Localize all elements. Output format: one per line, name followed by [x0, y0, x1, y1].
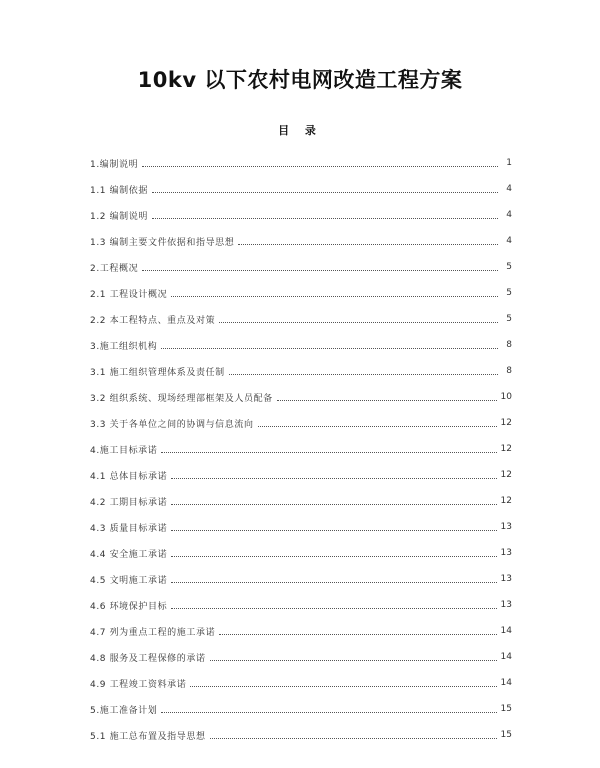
toc-entry[interactable] — [90, 696, 512, 722]
toc-leader-dots — [190, 685, 496, 687]
toc-entry[interactable] — [90, 644, 512, 670]
toc-leader-dots — [210, 737, 497, 739]
toc-entry-label: 1.2 编制说明 — [90, 211, 148, 222]
toc-leader-dots — [161, 347, 498, 349]
toc-leader-dots — [238, 243, 498, 245]
toc-entry[interactable] — [90, 228, 512, 254]
toc-entry[interactable] — [90, 462, 512, 488]
toc-entry[interactable] — [90, 254, 512, 280]
toc-leader-dots — [171, 503, 496, 505]
toc-entry-page: 15 — [500, 704, 512, 714]
toc-entry[interactable] — [90, 592, 512, 618]
document-title: 10kv 以下农村电网改造工程方案 — [137, 68, 463, 92]
toc-entry[interactable] — [90, 202, 512, 228]
toc-leader-dots — [161, 711, 496, 713]
toc-entry-label: 4.6 环境保护目标 — [90, 601, 168, 612]
toc-entry-page: 12 — [500, 496, 512, 506]
toc-entry[interactable] — [90, 176, 512, 202]
toc-entry[interactable] — [90, 540, 512, 566]
toc-entry-label: 2.2 本工程特点、重点及对策 — [90, 315, 216, 326]
toc-entry-page: 5 — [506, 288, 512, 298]
toc-entry-page: 14 — [500, 626, 512, 636]
toc-entry-page: 12 — [500, 470, 512, 480]
toc-leader-dots — [219, 633, 496, 635]
toc-entry-label: 3.2 组织系统、现场经理部框架及人员配备 — [90, 393, 273, 404]
toc-entry-label: 4.1 总体目标承诺 — [90, 471, 168, 482]
toc-entry[interactable] — [90, 150, 512, 176]
toc-entry[interactable] — [90, 488, 512, 514]
toc-entry-label: 2.1 工程设计概况 — [90, 289, 168, 300]
toc-entry-page: 1 — [506, 158, 512, 168]
toc-entry-page: 13 — [500, 600, 512, 610]
toc-entry-label: 4.7 列为重点工程的施工承诺 — [90, 627, 216, 638]
toc-entry-page: 8 — [506, 366, 512, 376]
toc-entry-label: 3.1 施工组织管理体系及责任制 — [90, 367, 225, 378]
toc-entry[interactable] — [90, 618, 512, 644]
toc-entry-label: 4.3 质量目标承诺 — [90, 523, 168, 534]
toc-entry-label: 3.3 关于各单位之间的协调与信息流向 — [90, 419, 254, 430]
toc-leader-dots — [277, 399, 497, 401]
toc-leader-dots — [171, 529, 496, 531]
toc-leader-dots — [171, 295, 498, 297]
toc-entry[interactable] — [90, 384, 512, 410]
toc-entry-page: 4 — [506, 184, 512, 194]
toc-entry[interactable] — [90, 670, 512, 696]
toc-leader-dots — [258, 425, 497, 427]
toc-leader-dots — [142, 269, 498, 271]
toc-entry-page: 12 — [500, 418, 512, 428]
toc-entry[interactable] — [90, 358, 512, 384]
toc-entry-label: 4.2 工期目标承诺 — [90, 497, 168, 508]
toc-leader-dots — [171, 581, 496, 583]
toc-entry-page: 13 — [500, 522, 512, 532]
toc-entry-label: 1.1 编制依据 — [90, 185, 148, 196]
toc-leader-dots — [161, 451, 496, 453]
toc-entry-label: 4.9 工程竣工资料承诺 — [90, 679, 187, 690]
toc-entry-page: 12 — [500, 444, 512, 454]
toc-leader-dots — [229, 373, 498, 375]
toc-entry-label: 4.5 文明施工承诺 — [90, 575, 168, 586]
toc-leader-dots — [171, 555, 496, 557]
toc-leader-dots — [152, 217, 498, 219]
toc-entry-page: 5 — [506, 314, 512, 324]
toc-entry-label: 2.工程概况 — [90, 263, 139, 274]
toc-entry-label: 3.施工组织机构 — [90, 341, 158, 352]
toc-entry-label: 4.施工目标承诺 — [90, 445, 158, 456]
toc-entry-label: 5.1 施工总布置及指导思想 — [90, 731, 206, 742]
toc-entry-page: 13 — [500, 548, 512, 558]
toc-entry-page: 14 — [500, 678, 512, 688]
toc-entry[interactable] — [90, 566, 512, 592]
toc-leader-dots — [219, 321, 498, 323]
toc-entry-page: 13 — [500, 574, 512, 584]
toc-entry-label: 4.8 服务及工程保修的承诺 — [90, 653, 206, 664]
toc-entry[interactable] — [90, 514, 512, 540]
toc-entry-page: 8 — [506, 340, 512, 350]
toc-entry-page: 14 — [500, 652, 512, 662]
toc-entry[interactable] — [90, 410, 512, 436]
toc-heading: 目 录 — [278, 124, 322, 137]
table-of-contents — [90, 150, 512, 748]
toc-entry-page: 4 — [506, 236, 512, 246]
toc-entry[interactable] — [90, 280, 512, 306]
toc-leader-dots — [171, 477, 496, 479]
toc-entry[interactable] — [90, 332, 512, 358]
toc-leader-dots — [171, 607, 496, 609]
toc-leader-dots — [142, 165, 498, 167]
toc-entry-label: 1.编制说明 — [90, 159, 139, 170]
toc-entry-label: 1.3 编制主要文件依据和指导思想 — [90, 237, 235, 248]
toc-entry-page: 15 — [500, 730, 512, 740]
toc-entry-label: 4.4 安全施工承诺 — [90, 549, 168, 560]
toc-entry-page: 4 — [506, 210, 512, 220]
toc-entry-page: 5 — [506, 262, 512, 272]
toc-entry-page: 10 — [500, 392, 512, 402]
toc-entry[interactable] — [90, 436, 512, 462]
toc-entry-label: 5.施工准备计划 — [90, 705, 158, 716]
toc-leader-dots — [210, 659, 497, 661]
toc-entry[interactable] — [90, 722, 512, 748]
toc-leader-dots — [152, 191, 498, 193]
toc-entry[interactable] — [90, 306, 512, 332]
